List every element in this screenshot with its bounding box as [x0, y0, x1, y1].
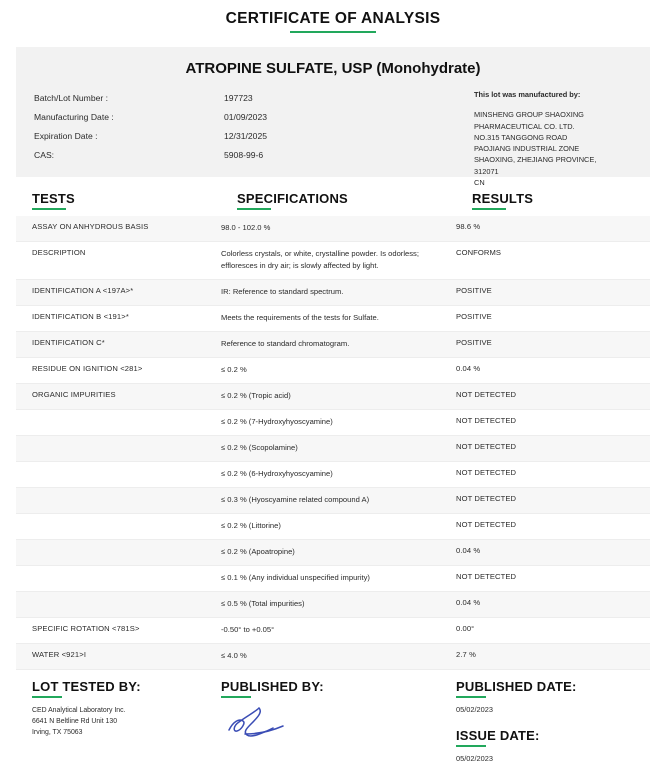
title-accent-rule — [290, 31, 376, 33]
cell-specification: IR: Reference to standard spectrum. — [221, 286, 344, 296]
column-header-specifications — [237, 191, 472, 210]
cell-specification: ≤ 0.2 % (Tropic acid) — [221, 390, 291, 400]
manufacturer-line: 312071 — [474, 166, 499, 176]
lab-city: Irving, TX 75063 — [32, 728, 83, 736]
table-row — [16, 566, 650, 592]
product-info-panel — [16, 47, 650, 187]
cell-result: NOT DETECTED — [456, 571, 517, 581]
manufacturer-line: MINSHENG GROUP SHAOXING — [474, 110, 584, 120]
table-row — [16, 358, 650, 384]
issue-date-value: 05/02/2023 — [456, 753, 493, 763]
table-row — [16, 644, 650, 670]
table-header-row — [16, 189, 650, 216]
cell-specification: ≤ 4.0 % — [221, 650, 247, 660]
document-title-text: CERTIFICATE OF ANALYSIS — [225, 10, 441, 27]
dates-block — [456, 679, 650, 763]
batch-number-value: 197723 — [224, 92, 253, 103]
cell-specification: ≤ 0.2 % — [221, 364, 247, 374]
manufacturing-date-value: 01/09/2023 — [224, 111, 268, 122]
manufacturer-line: PAOJIANG INDUSTRIAL ZONE — [474, 144, 580, 153]
table-row — [16, 306, 650, 332]
lot-tested-accent-rule — [32, 696, 62, 698]
manufacturer-heading: This lot was manufactured by: — [474, 90, 581, 99]
issue-date-title — [456, 728, 650, 747]
manufacturer-block — [474, 89, 664, 188]
batch-info-grid — [16, 88, 650, 187]
expiration-date-label: Expiration Date : — [34, 130, 98, 141]
cell-test: RESIDUE ON IGNITION <281> — [32, 363, 143, 373]
cell-specification: -0.50° to +0.05° — [221, 624, 275, 634]
signature — [221, 704, 311, 744]
cell-result: 2.7 % — [456, 649, 476, 659]
cell-specification: ≤ 0.2 % (7-Hydroxyhyoscyamine) — [221, 416, 333, 426]
results-table — [16, 189, 650, 670]
cell-specification: 98.0 - 102.0 % — [221, 223, 271, 232]
cell-test: IDENTIFICATION A <197A>* — [32, 285, 134, 295]
signature-mark-icon — [221, 704, 311, 744]
published-date-label: PUBLISHED DATE: — [456, 678, 577, 694]
cell-test: WATER <921>I — [32, 649, 87, 659]
table-row — [16, 280, 650, 306]
cell-result: NOT DETECTED — [456, 493, 517, 503]
cell-specification: ≤ 0.3 % (Hyoscyamine related compound A) — [221, 494, 370, 504]
cell-test: SPECIFIC ROTATION <781S> — [32, 623, 140, 633]
tests-accent-rule — [32, 208, 66, 210]
manufacturer-line: NO.315 TANGGONG ROAD — [474, 132, 568, 142]
table-row — [16, 384, 650, 410]
lot-tested-by-title — [32, 679, 221, 698]
cell-test: DESCRIPTION — [32, 248, 86, 257]
table-body — [16, 216, 650, 670]
cas-label: CAS: — [34, 149, 55, 160]
manufacturing-date-label: Manufacturing Date : — [34, 111, 114, 122]
cell-result: 0.04 % — [456, 545, 481, 555]
document-title-area — [0, 0, 666, 36]
lot-tested-by-label: LOT TESTED BY: — [32, 678, 141, 694]
cell-specification: ≤ 0.2 % (6-Hydroxyhyoscyamine) — [221, 468, 333, 478]
table-row — [16, 540, 650, 566]
cell-result: 0.04 % — [456, 597, 481, 607]
manufacturer-line: SHAOXING, ZHEJIANG PROVINCE, — [474, 155, 597, 165]
column-header-tests — [16, 191, 237, 210]
column-header-results — [472, 191, 650, 210]
cell-result: POSITIVE — [456, 285, 492, 295]
cell-result: NOT DETECTED — [456, 519, 517, 529]
cell-result: NOT DETECTED — [456, 389, 517, 399]
document-footer — [16, 679, 650, 763]
specifications-accent-rule — [237, 208, 271, 210]
table-row — [16, 592, 650, 618]
cell-specification: Reference to standard chromatogram. — [221, 338, 350, 348]
table-row — [16, 242, 650, 280]
cell-specification: ≤ 0.2 % (Scopolamine) — [221, 442, 298, 452]
cell-specification: ≤ 0.2 % (Apoatropine) — [221, 546, 295, 556]
cell-result: 98.6 % — [456, 222, 481, 231]
cas-value: 5908-99-6 — [224, 149, 264, 160]
lab-address — [32, 705, 221, 739]
cell-specification: ≤ 0.2 % (Littorine) — [221, 520, 281, 530]
cell-test: IDENTIFICATION B <191>* — [32, 311, 129, 321]
cell-result: NOT DETECTED — [456, 441, 517, 451]
cell-test: IDENTIFICATION C* — [32, 337, 105, 347]
cell-result: CONFORMS — [456, 248, 502, 257]
cell-specification: Colorless crystals, or white, crystalline powder. Is odorless; effloresces in dry air; is slowly affected by light. — [221, 249, 419, 271]
cell-test: ASSAY ON ANHYDROUS BASIS — [32, 222, 149, 231]
issue-date-accent-rule — [456, 745, 486, 747]
table-row — [16, 514, 650, 540]
published-date-value: 05/02/2023 — [456, 704, 493, 714]
column-header-results-label: RESULTS — [472, 191, 534, 206]
manufacturer-line: PHARMACEUTICAL CO. LTD. — [474, 121, 575, 131]
cell-result: NOT DETECTED — [456, 467, 517, 477]
published-date-accent-rule — [456, 696, 486, 698]
table-row — [16, 332, 650, 358]
expiration-date-value: 12/31/2025 — [224, 130, 268, 141]
product-name: ATROPINE SULFATE, USP (Monohydrate) — [185, 60, 481, 77]
column-header-tests-label: TESTS — [32, 191, 75, 206]
cell-specification: ≤ 0.5 % (Total impurities) — [221, 598, 305, 608]
table-row — [16, 216, 650, 242]
table-row — [16, 618, 650, 644]
cell-result: NOT DETECTED — [456, 415, 517, 425]
cell-result: 0.04 % — [456, 363, 481, 373]
published-by-label: PUBLISHED BY: — [221, 678, 324, 694]
table-row — [16, 410, 650, 436]
document-title — [226, 10, 441, 36]
published-by-title — [221, 679, 456, 698]
table-row — [16, 436, 650, 462]
lot-tested-by-block — [16, 679, 221, 763]
cell-specification: ≤ 0.1 % (Any individual unspecified impurity) — [221, 572, 370, 582]
lab-name: CED Analytical Laboratory Inc. — [32, 706, 126, 714]
cell-result: POSITIVE — [456, 311, 492, 321]
cell-test: ORGANIC IMPURITIES — [32, 389, 116, 399]
batch-number-label: Batch/Lot Number : — [34, 92, 109, 103]
cell-result: 0.00° — [456, 623, 475, 633]
published-by-accent-rule — [221, 696, 251, 698]
published-by-block — [221, 679, 456, 763]
table-row — [16, 488, 650, 514]
table-row — [16, 462, 650, 488]
results-accent-rule — [472, 208, 506, 210]
lab-street: 6641 N Beltline Rd Unit 130 — [32, 717, 118, 725]
cell-result: POSITIVE — [456, 337, 492, 347]
manufacturer-line: CN — [474, 177, 485, 187]
cell-specification: Meets the requirements of the tests for Sulfate. — [221, 312, 379, 322]
issue-date-label: ISSUE DATE: — [456, 727, 540, 743]
published-date-title — [456, 679, 650, 698]
column-header-specifications-label: SPECIFICATIONS — [237, 191, 348, 206]
